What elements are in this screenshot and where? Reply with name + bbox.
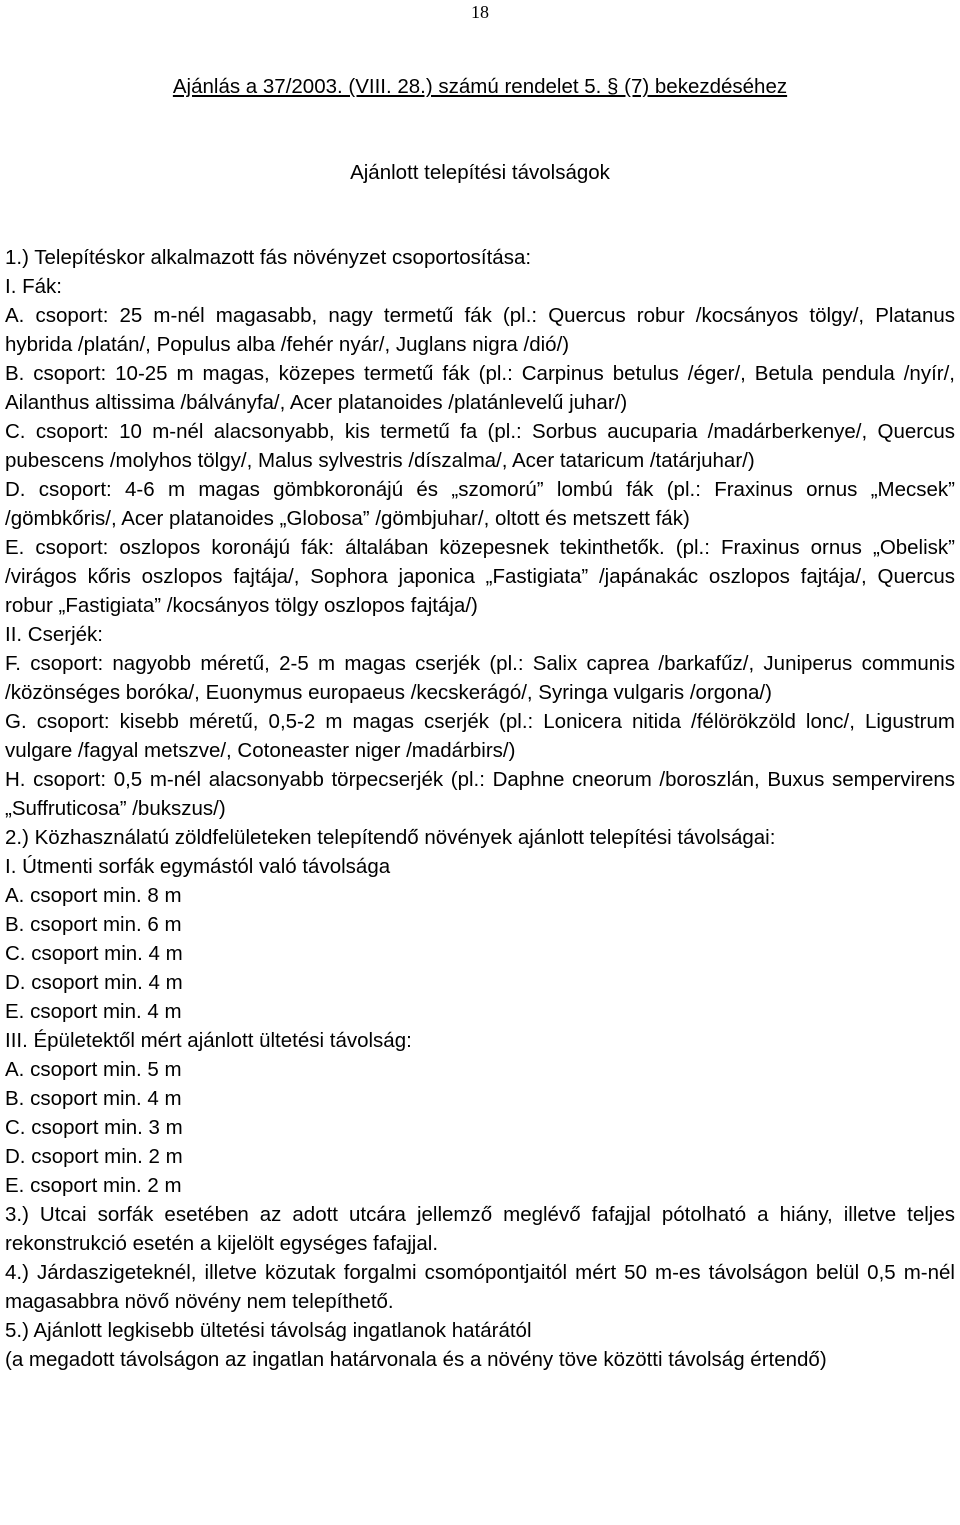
road-row-item: B. csoport min. 6 m <box>5 913 182 936</box>
document-body <box>5 243 955 1374</box>
trees-label: I. Fák: <box>5 275 62 298</box>
section-5-heading: 5.) Ajánlott legkisebb ültetési távolság ingatlanok határától <box>5 1319 532 1342</box>
building-distance-item: A. csoport min. 5 m <box>5 1058 182 1081</box>
section-1-heading: 1.) Telepítéskor alkalmazott fás növényzet csoportosítása: <box>5 246 532 269</box>
group-g-paragraph: G. csoport: kisebb méretű, 0,5-2 m magas cserjék (pl.: Lonicera nitida /félörökzöld lonc/, Ligustrum vulgare /fagyal metszve/, Cotoneaster niger /madárbirs/) <box>5 710 955 762</box>
section-3-paragraph: 3.) Utcai sorfák esetében az adott utcára jellemző meglévő fafajjal pótolható a hiány, illetve teljes rekonstrukció esetén a kijelölt egységes fafajjal. <box>5 1203 955 1255</box>
group-b-paragraph: B. csoport: 10-25 m magas, közepes termetű fák (pl.: Carpinus betulus /éger/, Betula pendula /nyír/, Ailanthus altissima /bálványfa/, Acer platanoides /platánlevelű juhar/) <box>5 362 955 414</box>
group-d-paragraph: D. csoport: 4-6 m magas gömbkoronájú és „szomorú” lombú fák (pl.: Fraxinus ornus „Mecsek” /gömbkőris/, Acer platanoides „Globosa” /gömbjuhar/, oltott és metszett fák) <box>5 478 955 530</box>
building-distance-item: B. csoport min. 4 m <box>5 1087 182 1110</box>
group-f-paragraph: F. csoport: nagyobb méretű, 2-5 m magas cserjék (pl.: Salix caprea /barkafűz/, Juniperus communis /közönséges boróka/, Euonymus europaeus /kecskerágó/, Syringa vulgaris /orgona/) <box>5 652 955 704</box>
group-a-paragraph: A. csoport: 25 m-nél magasabb, nagy termetű fák (pl.: Quercus robur /kocsányos tölgy/, Platanus hybrida /platán/, Populus alba /fehér nyár/, Juglans nigra /dió/) <box>5 304 955 356</box>
building-distance-item: C. csoport min. 3 m <box>5 1116 183 1139</box>
shrubs-label: II. Cserjék: <box>5 623 103 646</box>
road-row-item: D. csoport min. 4 m <box>5 971 183 994</box>
section-2-heading: 2.) Közhasználatú zöldfelületeken telepítendő növények ajánlott telepítési távolságai: <box>5 826 776 849</box>
road-row-item: C. csoport min. 4 m <box>5 942 183 965</box>
page-number: 18 <box>471 2 489 22</box>
group-h-paragraph: H. csoport: 0,5 m-nél alacsonyabb törpecserjék (pl.: Daphne cneorum /boroszlán, Buxus sempervirens „Suffruticosa” /bukszus/) <box>5 768 955 820</box>
section-5-note: (a megadott távolságon az ingatlan határvonala és a növény töve közötti távolság értendő) <box>5 1348 827 1371</box>
group-e-paragraph: E. csoport: oszlopos koronájú fák: általában közepesnek tekinthetők. (pl.: Fraxinus ornus „Obelisk” /virágos kőris oszlopos fajtája/, Sophora japonica „Fastigiata” /japánakác oszlopos fajtája/, Quercus robur „Fastigiata” /kocsányos tölgy oszlopos fajtája/) <box>5 536 955 617</box>
road-rows-heading: I. Útmenti sorfák egymástól való távolsága <box>5 855 391 878</box>
buildings-heading: III. Épületektől mért ajánlott ültetési távolság: <box>5 1029 412 1052</box>
decree-reference-text: Ajánlás a 37/2003. (VIII. 28.) számú rendelet 5. § (7) bekezdéséhez <box>172 75 788 98</box>
section-4-paragraph: 4.) Járdaszigeteknél, illetve közutak forgalmi csomópontjaitól mért 50 m-es távolságon belül 0,5 m-nél magasabbra növő növény nem telepíthető. <box>5 1261 955 1313</box>
group-c-paragraph: C. csoport: 10 m-nél alacsonyabb, kis termetű fa (pl.: Sorbus aucuparia /madárberkenye/, Quercus pubescens /molyhos tölgy/, Malus sylvestris /díszalma/, Acer tataricum /tatárjuhar/) <box>5 420 955 472</box>
building-distance-item: E. csoport min. 2 m <box>5 1174 182 1197</box>
road-row-item: A. csoport min. 8 m <box>5 884 182 907</box>
decree-reference-heading <box>5 72 955 101</box>
building-distance-item: D. csoport min. 2 m <box>5 1145 183 1168</box>
road-row-item: E. csoport min. 4 m <box>5 1000 182 1023</box>
document-title: Ajánlott telepítési távolságok <box>350 161 610 184</box>
